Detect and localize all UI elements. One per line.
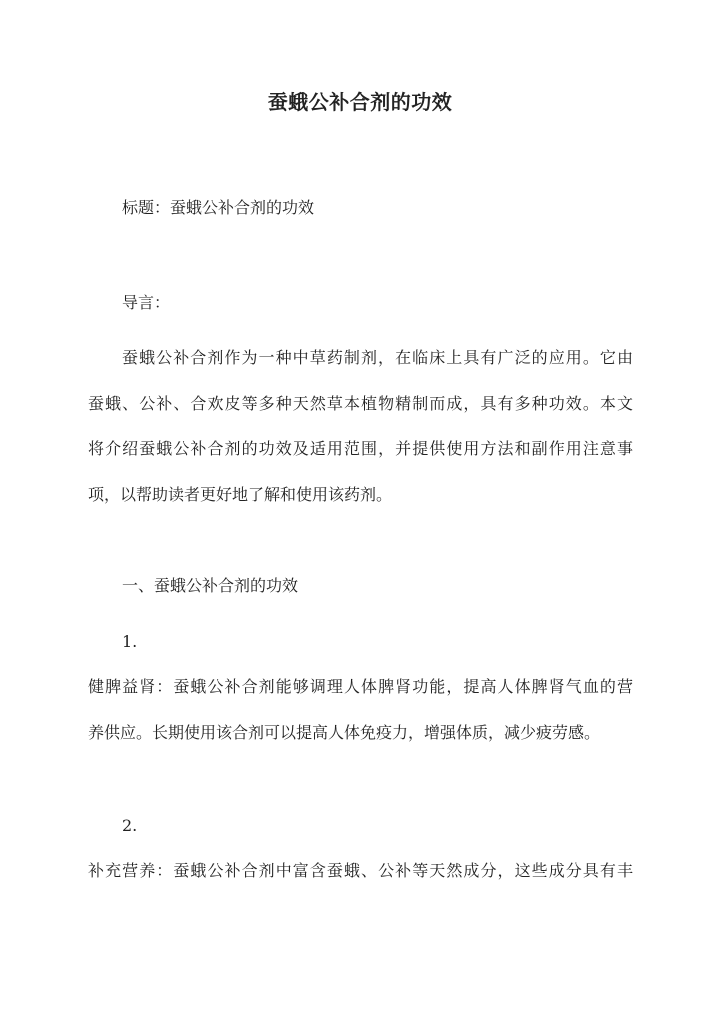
section1-heading: 一、蚕蛾公补合剂的功效 bbox=[122, 576, 299, 595]
item2-number: 2. bbox=[122, 816, 138, 835]
item1-line-1: 健脾益肾：蚕蛾公补合剂能够调理人体脾肾功能，提高人体脾肾气血的营 bbox=[88, 677, 633, 696]
intro-label: 导言： bbox=[122, 293, 171, 312]
item2-line-1: 补充营养：蚕蛾公补合剂中富含蚕蛾、公补等天然成分，这些成分具有丰 bbox=[88, 861, 633, 880]
document-title: 蚕蛾公补合剂的功效 bbox=[267, 90, 453, 114]
intro-line-1: 蚕蛾公补合剂作为一种中草药制剂，在临床上具有广泛的应用。它由 bbox=[122, 348, 633, 367]
heading-line: 标题：蚕蛾公补合剂的功效 bbox=[122, 198, 315, 217]
intro-line-4: 项，以帮助读者更好地了解和使用该药剂。 bbox=[88, 485, 393, 504]
item1-line-2: 养供应。长期使用该合剂可以提高人体免疫力，增强体质，减少疲劳感。 bbox=[88, 723, 601, 742]
intro-line-3: 将介绍蚕蛾公补合剂的功效及适用范围，并提供使用方法和副作用注意事 bbox=[88, 439, 633, 458]
intro-line-2: 蚕蛾、公补、合欢皮等多种天然草本植物精制而成，具有多种功效。本文 bbox=[88, 394, 633, 413]
item1-number: 1. bbox=[122, 632, 138, 651]
